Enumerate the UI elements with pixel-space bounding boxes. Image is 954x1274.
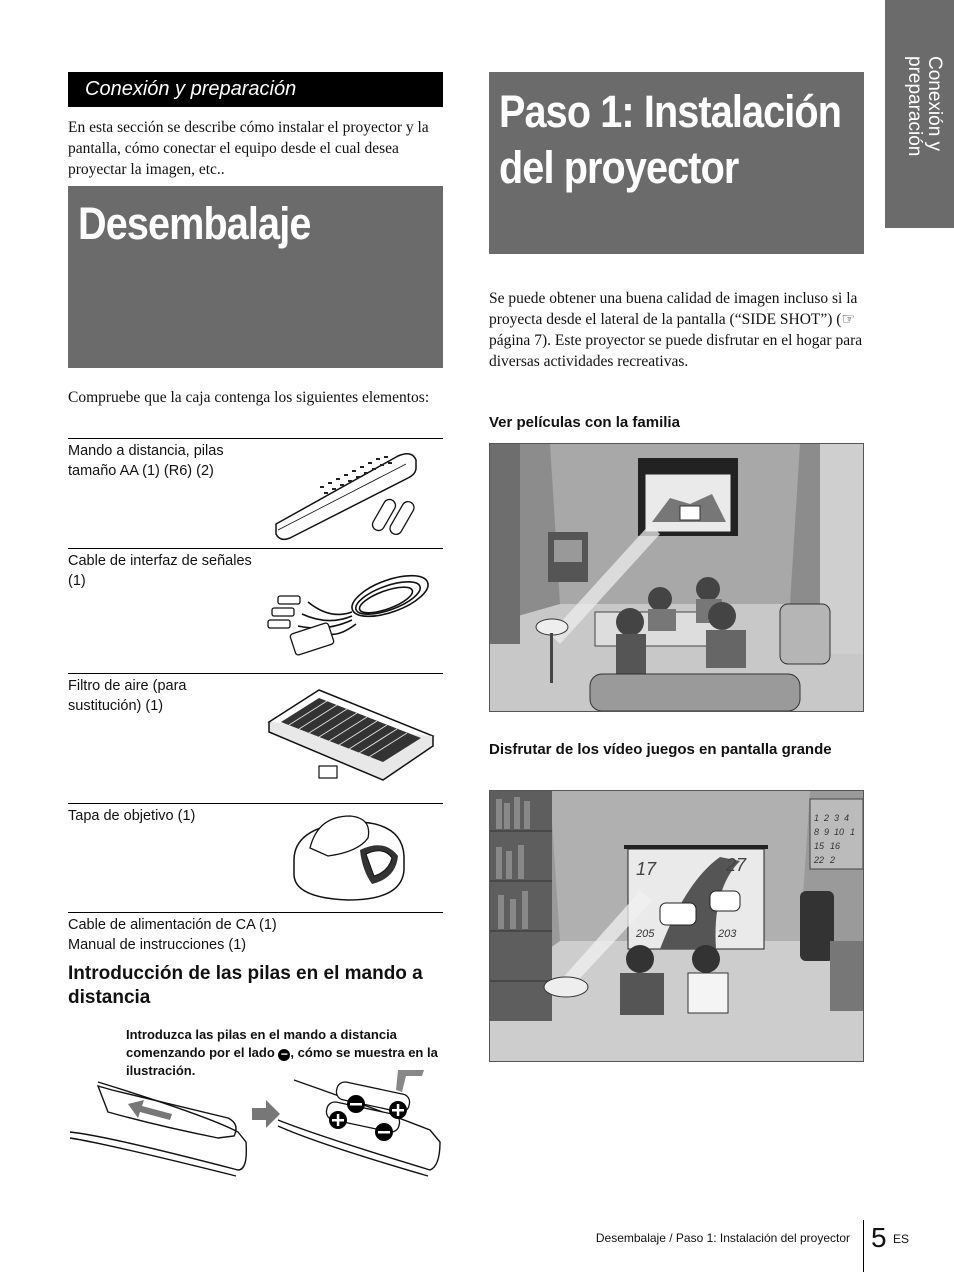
filter-icon [269,690,433,780]
page-number: 5 [871,1222,887,1253]
calendar-day: 16 [830,841,841,851]
step1-text-part2: página 7). Este proyector se puede disfrutar en el hogar para diversas actividades recreativas. [489,332,863,370]
calendar-day: 1 [814,813,820,823]
footer-text: Desembalaje / Paso 1: Instalación del proyector [595,1231,850,1245]
batteries-instruction-part2: , cómo se muestra en la ilustración. [126,1045,438,1078]
divider [68,912,443,913]
calendar-day: 22 [814,855,825,865]
step1-text-part1: Se puede obtener una buena calidad de imagen incluso si la proyecta desde el lateral de la pantalla (“SIDE SHOT”) ( [489,290,858,328]
extra-item-2: Manual de instrucciones (1) [68,937,247,953]
cover-icon [396,1070,424,1092]
footer-divider [863,1220,864,1272]
extra-item-1: Cable de alimentación de CA (1) [68,917,277,933]
remote-batteries-illustration [270,446,420,542]
subheading-movies: Ver películas con la familia [489,414,680,431]
divider [68,673,443,674]
game-score-right: 27 [726,855,747,875]
reference-icon: ☞ [841,311,856,328]
item-remote-label: Mando a distancia, pilas tamaño AA (1) (R6) (2) [68,443,224,479]
item-lenscap-label: Tapa de objetivo (1) [68,808,196,824]
minus-icon: − [278,1049,290,1061]
lens-cap-illustration [288,808,408,904]
item-cable-label: Cable de interfaz de señales (1) [68,553,252,589]
check-text: Compruebe que la caja contenga los siguientes elementos: [68,389,430,406]
batteries-heading: Introducción de las pilas en el mando a distancia [68,963,423,1008]
side-tab-line1: Conexión y [924,56,945,152]
battery-insertion-illustration [68,1066,446,1178]
side-tab-line2: preparación [904,56,925,157]
lens-cap-icon [294,816,404,900]
item-filter-label: Filtro de aire (para sustitución) (1) [68,678,187,714]
signal-cable-illustration [260,562,440,662]
cable-icon [298,567,433,634]
game-score-left: 17 [636,859,657,879]
calendar-day: 9 [824,827,830,837]
divider [68,548,443,549]
step1-text [489,288,864,372]
batteries-instruction-part1: Introduzca las pilas en el mando a distancia comenzando por el lado [126,1027,397,1060]
calendar-day: 3 [834,813,840,823]
desembalaje-title-box [68,186,443,368]
desembalaje-title: Desembalaje [78,198,311,249]
divider [68,803,443,804]
step1-title-line1: Paso 1: Instalación [499,86,842,137]
game-speed-right: 203 [718,928,737,940]
step1-title-box [489,72,864,254]
calendar-day: 2 [830,855,836,865]
page-language: ES [893,1232,910,1246]
arrow-right-icon [252,1100,280,1128]
intro-text: En esta sección se describe cómo instalar el proyector y la pantalla, cómo conectar el equipo desde el cual desea proyectar la imagen, etc.. [68,119,429,178]
calendar-day: 4 [844,813,850,823]
subheading-games: Disfrutar de los vídeo juegos en pantalla grande [489,741,832,758]
calendar-day: 1 [850,827,856,837]
air-filter-illustration [265,686,437,786]
side-tab [885,0,954,228]
family-movie-illustration [489,443,864,712]
calendar-day: 15 [814,841,825,851]
video-game-scene [490,791,863,1061]
video-game-illustration [489,790,864,1062]
calendar-day: 8 [814,827,820,837]
calendar-day: 10 [834,827,845,837]
section-title: Conexión y preparación [68,72,443,107]
side-tab-label [885,0,954,228]
family-movie-scene [490,444,863,711]
divider [68,438,443,439]
battery-icon [370,497,416,536]
step1-title-line2: del proyector [499,142,739,193]
calendar-day: 2 [824,813,830,823]
game-speed-left: 205 [636,928,655,940]
